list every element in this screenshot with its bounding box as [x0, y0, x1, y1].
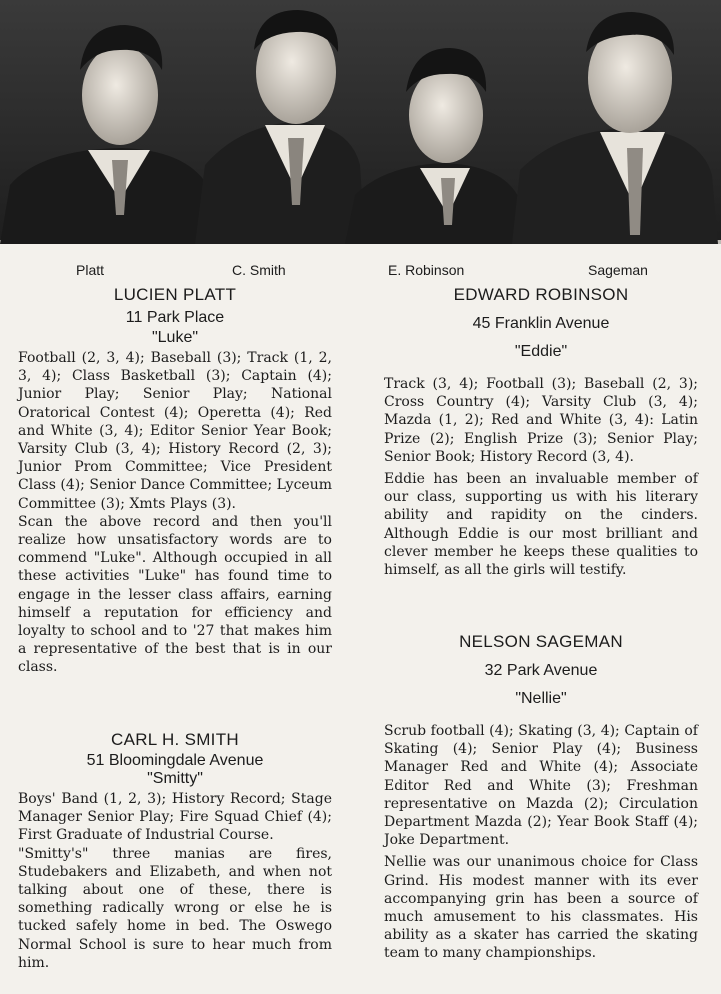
caption-platt: Platt: [76, 262, 105, 278]
student-address: 51 Bloomingdale Avenue: [86, 752, 264, 769]
student-name: CARL H. SMITH: [111, 730, 239, 749]
student-activities: Track (3, 4); Football (3); Baseball (2, 3); Cross Country (4); Varsity Club (3, 4); Mazda (1, 2); Red and White (3, 4): Latin Prize (2); English Prize (3); Senior Play; Senior Book; History Record (3, 4).: [384, 376, 698, 465]
student-writeup: Eddie has been an invaluable member of our class, supporting us with his literary ability and rapidity on the cinders. Although Eddie is our most brilliant and clever member he keeps these qualities to himself, as all the girls will testify.: [384, 471, 698, 579]
student-activities: Scrub football (4); Skating (3, 4); Captain of Skating (4); Senior Play (4); Business Manager Red and White (4); Associate Editor Red and White (3); Freshman representative on Mazda (2); Circulation Department Mazda (2); Year Book Staff (4); Joke Department.: [384, 723, 698, 849]
caption-sageman: Sageman: [588, 262, 648, 278]
student-nickname: "Eddie": [514, 343, 568, 360]
caption-erobinson: E. Robinson: [388, 262, 465, 278]
student-name: NELSON SAGEMAN: [459, 632, 623, 651]
student-address: 11 Park Place: [125, 309, 225, 326]
group-photo: [0, 0, 721, 244]
student-writeup: Nellie was our unanimous choice for Class Grind. His modest manner with its ever accompanying grin has been a source of much amusement to his classmates. His ability as a skater has carried the skating team to many championships.: [384, 854, 698, 962]
group-portrait-photo: [0, 0, 721, 244]
student-activities: Football (2, 3, 4); Baseball (3); Track (1, 2, 3, 4); Class Basketball (3); Captain (4); Junior Play; Senior Play; National Oratorical Contest (4); Operetta (4); Red and White (3, 4); Editor Senior Year Book; Varsity Club (3, 4); History Record (2, 3); Junior Prom Committee; Vice President Class (4); Senior Dance Committee; Lyceum Committee (3); Xmts Plays (3).: [18, 350, 332, 512]
student-writeup: "Smitty's" three manias are fires, Studebakers and Elizabeth, and when not talking about one of these, there is something radically wrong or else he is tucked safely home in bed. The Oswego Normal School is sure to hear much from him.: [18, 845, 332, 971]
caption-csmith: C. Smith: [232, 262, 286, 278]
student-writeup: Scan the above record and then you'll realize how unsatisfactory words are to commend "Luke". Although occupied in all these activities "Luke" has found time to engage in the lesser class affairs, earning himself a reputation for efficiency and loyalty to school and to '27 that makes him a representative of the best that is in our class.: [18, 513, 332, 676]
entry-carl-smith: [18, 730, 332, 972]
student-nickname: "Luke": [151, 329, 199, 346]
student-address: 32 Park Avenue: [484, 662, 598, 679]
entry-nelson-sageman: [384, 632, 698, 963]
entry-lucien-platt: [18, 285, 332, 677]
student-activities: Boys' Band (1, 2, 3); History Record; Stage Manager Senior Play; Fire Squad Chief (4); First Graduate of Industrial Course.: [18, 791, 332, 844]
student-name: LUCIEN PLATT: [113, 285, 237, 304]
student-name: EDWARD ROBINSON: [453, 285, 629, 304]
student-nickname: "Nellie": [515, 690, 567, 707]
student-address: 45 Franklin Avenue: [472, 315, 610, 332]
entry-edward-robinson: [384, 285, 698, 579]
student-nickname: "Smitty": [147, 770, 203, 787]
